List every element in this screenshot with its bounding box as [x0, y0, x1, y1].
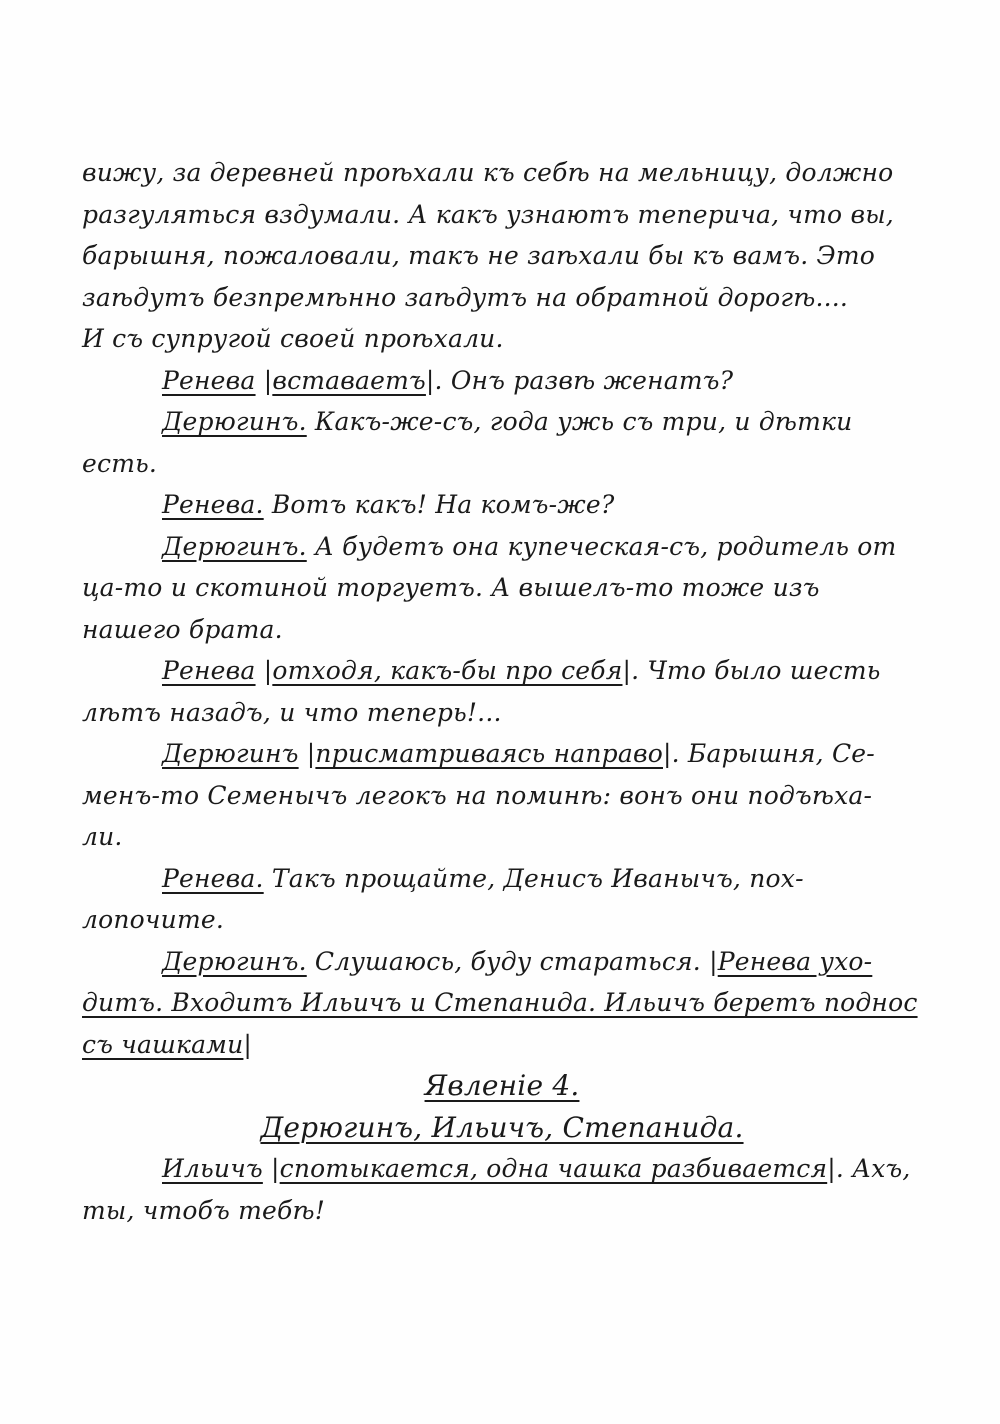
line-text: есть.	[82, 448, 158, 478]
manuscript-line	[82, 816, 922, 858]
underlined-text: отходя, какъ-бы про себя	[272, 656, 623, 685]
scene-title: Явленіе 4.	[424, 1069, 580, 1102]
manuscript-line	[82, 775, 922, 817]
manuscript-line	[82, 692, 922, 734]
underlined-text: Ренева.	[162, 490, 264, 519]
underlined-text: присматриваясь направо	[315, 739, 663, 768]
manuscript-line	[82, 733, 922, 775]
line-text: менъ-то Семенычъ легокъ на поминѣ: вонъ они подъѣха-	[82, 780, 873, 810]
manuscript-line	[82, 1190, 922, 1232]
underlined-text: вставаетъ	[272, 365, 426, 395]
manuscript-line	[82, 152, 922, 194]
underlined-text: Ренева.	[162, 863, 264, 893]
line-text: |	[262, 1154, 280, 1183]
line-text: |. Ахъ,	[827, 1154, 911, 1183]
line-text: |. Онъ развѣ женатъ?	[425, 365, 734, 395]
manuscript-line	[82, 235, 922, 277]
manuscript-line	[82, 982, 922, 1024]
line-text: |	[243, 1029, 253, 1059]
line-text: нашего брата.	[82, 614, 283, 644]
underlined-text: дитъ. Входитъ Ильичъ и Степанида. Ильичъ беретъ поднос	[82, 988, 918, 1017]
underlined-text: съ чашками	[82, 1029, 244, 1059]
underlined-text: спотыкается, одна чашка разбивается	[279, 1154, 828, 1183]
manuscript-line	[82, 360, 922, 402]
line-text: |	[298, 739, 316, 768]
manuscript-line	[82, 277, 922, 319]
underlined-text: Ренева ухо-	[717, 946, 873, 976]
line-text: барышня, пожаловали, такъ не заѣхали бы къ вамъ. Это	[82, 241, 875, 270]
line-text: |. Что было шесть	[622, 656, 881, 685]
line-text: И съ супругой своей проѣхали.	[82, 324, 504, 353]
line-text: вижу, за деревней проѣхали къ себѣ на мельницу, должно	[82, 158, 894, 187]
line-text: заѣдутъ безпремѣнно заѣдутъ на обратной дорогѣ....	[82, 282, 849, 312]
scene-characters-line	[82, 1107, 922, 1149]
line-text: Вотъ какъ! На комъ-же?	[263, 490, 615, 519]
underlined-text: Ренева	[162, 365, 256, 395]
line-text: лопочите.	[82, 905, 225, 934]
scene-heading	[82, 1065, 922, 1107]
line-text: ты, чтобъ тебѣ!	[82, 1195, 326, 1225]
underlined-text: Ильичъ	[162, 1154, 263, 1183]
line-text: лѣтъ назадъ, и что теперь!...	[82, 697, 502, 727]
line-text: |. Барышня, Се-	[663, 739, 875, 768]
line-text: ли.	[82, 822, 123, 851]
manuscript-line	[82, 609, 922, 651]
manuscript-line	[82, 650, 922, 692]
manuscript-line	[82, 401, 922, 443]
line-text: Какъ-же-съ, года ужь съ три, и дѣтки	[306, 407, 853, 436]
underlined-text: Дерюгинъ.	[162, 407, 307, 436]
scene-characters: Дерюгинъ, Ильичъ, Степанида.	[260, 1110, 744, 1144]
line-text: |	[255, 656, 273, 685]
line-text: А будетъ она купеческая-съ, родитель от	[306, 531, 897, 561]
manuscript-line	[82, 318, 922, 360]
line-text: Слушаюсь, буду стараться. |	[306, 946, 718, 976]
line-text: |	[255, 365, 273, 395]
underlined-text: Дерюгинъ.	[162, 531, 307, 561]
text-block-after-heading	[82, 1148, 922, 1231]
manuscript-line	[82, 484, 922, 526]
underlined-text: Дерюгинъ.	[162, 946, 307, 976]
text-block-before-heading	[82, 152, 922, 1065]
manuscript-line	[82, 858, 922, 900]
manuscript-line	[82, 941, 922, 983]
underlined-text: Дерюгинъ	[162, 739, 299, 768]
line-text: Такъ прощайте, Денисъ Иванычъ, пох-	[263, 863, 804, 893]
underlined-text: Ренева	[162, 656, 256, 685]
manuscript-line	[82, 1148, 922, 1190]
manuscript-line	[82, 194, 922, 236]
line-text: ца-то и скотиной торгуетъ. А вышелъ-то тоже изъ	[82, 573, 820, 602]
manuscript-body	[82, 152, 922, 1231]
manuscript-line	[82, 899, 922, 941]
manuscript-line	[82, 526, 922, 568]
line-text: разгуляться вздумали. А какъ узнаютъ теперича, что вы,	[82, 199, 894, 229]
manuscript-line	[82, 1024, 922, 1066]
manuscript-line	[82, 443, 922, 485]
manuscript-line	[82, 567, 922, 609]
